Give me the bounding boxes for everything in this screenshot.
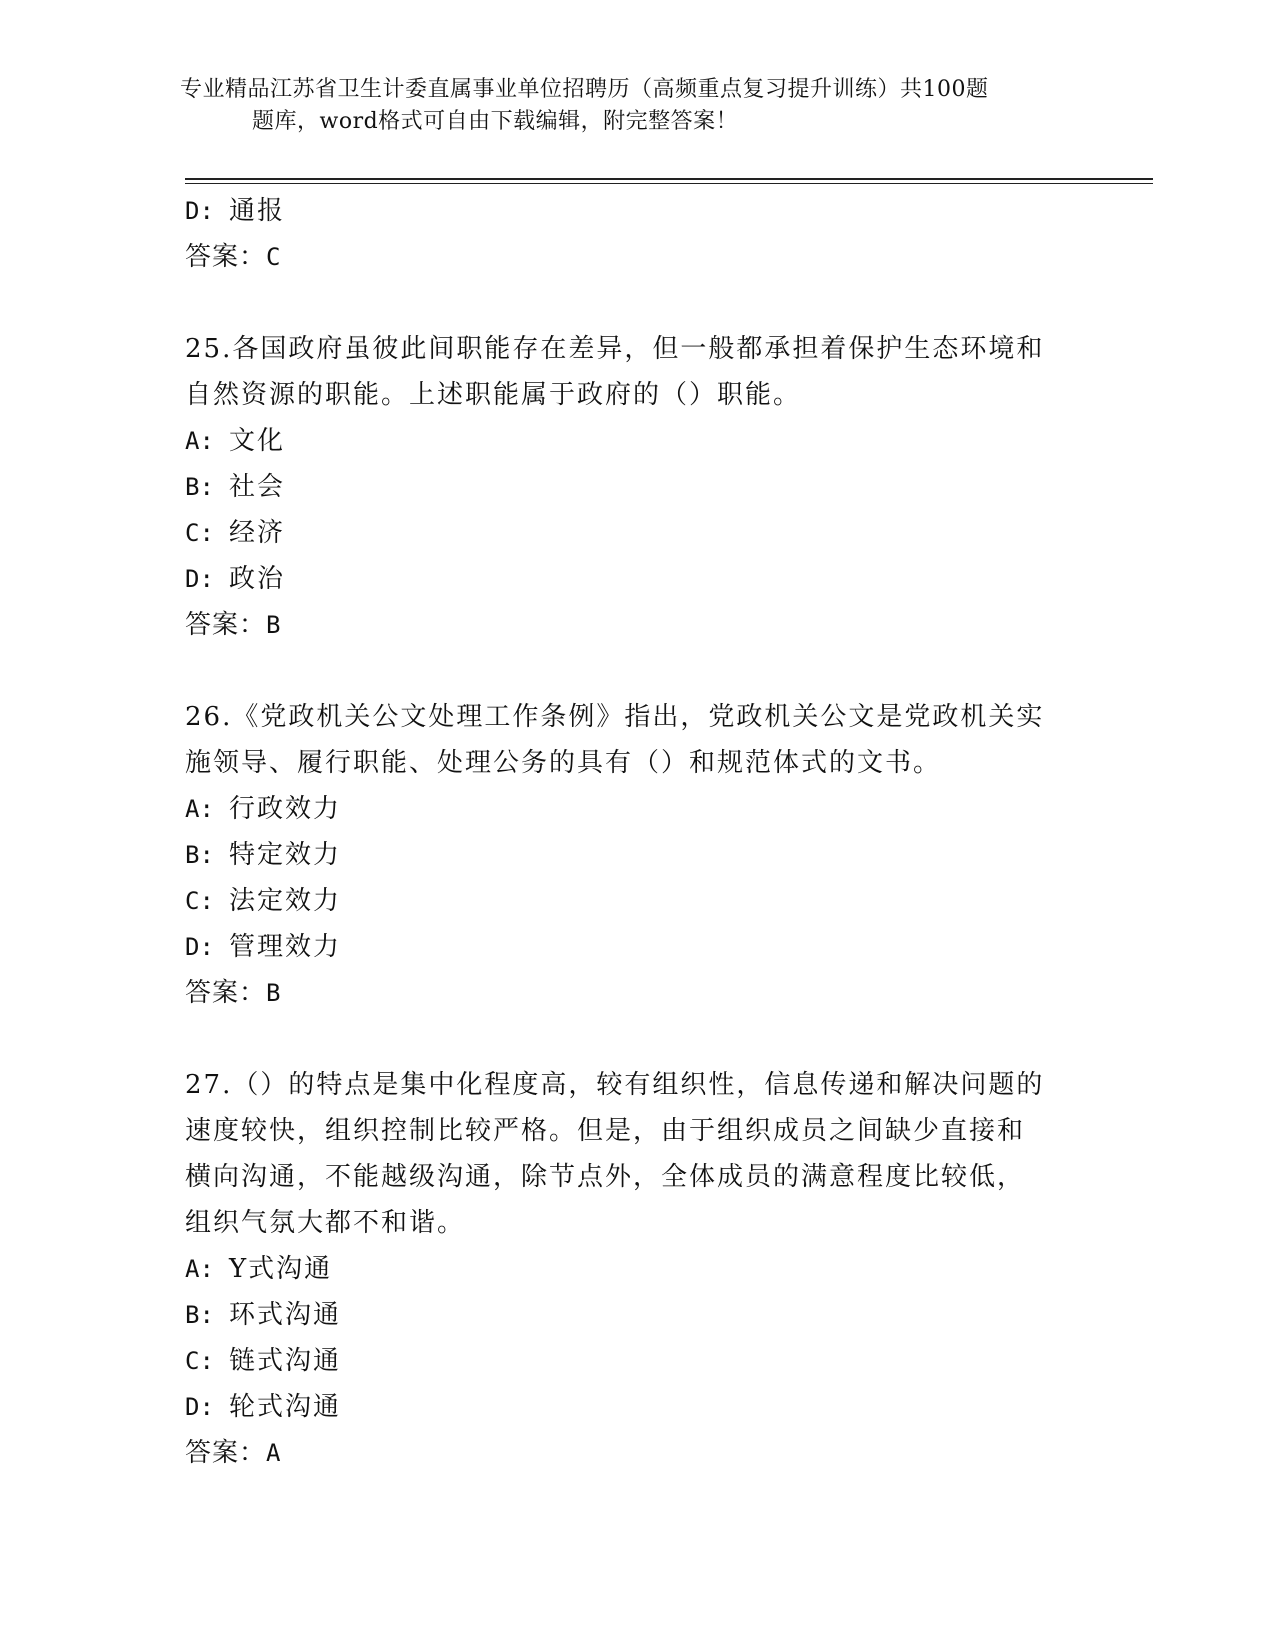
option-b bbox=[185, 464, 1085, 510]
spacer bbox=[185, 280, 1085, 326]
header-rule-thick bbox=[185, 178, 1153, 180]
spacer bbox=[185, 1016, 1085, 1062]
option-label: B: bbox=[185, 473, 214, 501]
answer-line bbox=[185, 234, 1085, 280]
option-b bbox=[185, 832, 1085, 878]
option-label: D: bbox=[185, 197, 214, 225]
option-c bbox=[185, 510, 1085, 556]
option-label: B: bbox=[185, 1301, 214, 1329]
option-text: 环式沟通 bbox=[229, 1300, 342, 1330]
option-text: 行政效力 bbox=[229, 794, 342, 824]
option-label: A: bbox=[185, 427, 214, 455]
option-text: 通报 bbox=[229, 196, 286, 226]
carryover-block bbox=[185, 188, 1085, 280]
option-text: 法定效力 bbox=[229, 886, 342, 916]
option-text: 链式沟通 bbox=[229, 1346, 342, 1376]
spacer bbox=[185, 648, 1085, 694]
option-d bbox=[185, 188, 1085, 234]
option-label: C: bbox=[185, 1347, 214, 1375]
answer-line bbox=[185, 602, 1085, 648]
answer-label: 答案： bbox=[185, 1438, 267, 1468]
option-label: C: bbox=[185, 519, 214, 547]
answer-value: A bbox=[266, 1439, 282, 1467]
option-d bbox=[185, 924, 1085, 970]
answer-line bbox=[185, 970, 1085, 1016]
option-label: C: bbox=[185, 887, 214, 915]
answer-value: B bbox=[266, 611, 282, 639]
answer-value: C bbox=[266, 243, 282, 271]
option-c bbox=[185, 1338, 1085, 1384]
option-label: B: bbox=[185, 841, 214, 869]
question-stem-line: 自然资源的职能。上述职能属于政府的（）职能。 bbox=[185, 380, 802, 410]
option-text: Y式沟通 bbox=[229, 1254, 333, 1284]
header-line-1: 专业精品江苏省卫生计委直属事业单位招聘历（高频重点复习提升训练）共100题 bbox=[180, 77, 989, 102]
option-d bbox=[185, 1384, 1085, 1430]
answer-label: 答案： bbox=[185, 978, 267, 1008]
option-text: 社会 bbox=[229, 472, 286, 502]
answer-line bbox=[185, 1430, 1085, 1476]
option-label: A: bbox=[185, 795, 214, 823]
question-25 bbox=[185, 326, 1085, 648]
question-stem-line: 横向沟通，不能越级沟通，除节点外，全体成员的满意程度比较低， bbox=[185, 1162, 1026, 1192]
option-label: D: bbox=[185, 1393, 214, 1421]
question-27 bbox=[185, 1062, 1085, 1476]
answer-label: 答案： bbox=[185, 242, 267, 272]
option-b bbox=[185, 1292, 1085, 1338]
option-c bbox=[185, 878, 1085, 924]
question-stem-line: 组织气氛大都不和谐。 bbox=[185, 1208, 466, 1238]
option-d bbox=[185, 556, 1085, 602]
answer-label: 答案： bbox=[185, 610, 267, 640]
option-a bbox=[185, 418, 1085, 464]
option-label: A: bbox=[185, 1255, 214, 1283]
header-rule-thin bbox=[185, 183, 1153, 184]
question-content bbox=[185, 188, 1085, 1476]
question-stem-line: 速度较快，组织控制比较严格。但是，由于组织成员之间缺少直接和 bbox=[185, 1116, 1026, 1146]
option-a bbox=[185, 1246, 1085, 1292]
question-stem-line: 25.各国政府虽彼此间职能存在差异，但一般都承担着保护生态环境和 bbox=[185, 334, 1045, 364]
option-text: 政治 bbox=[229, 564, 286, 594]
option-text: 特定效力 bbox=[229, 840, 342, 870]
header-line-2: 题库，word格式可自由下载编辑，附完整答案！ bbox=[252, 109, 739, 134]
option-label: D: bbox=[185, 933, 214, 961]
question-26 bbox=[185, 694, 1085, 1016]
question-stem-line: 27.（）的特点是集中化程度高，较有组织性，信息传递和解决问题的 bbox=[185, 1070, 1045, 1100]
page-header bbox=[180, 74, 1080, 138]
option-label: D: bbox=[185, 565, 214, 593]
option-text: 轮式沟通 bbox=[229, 1392, 342, 1422]
option-text: 管理效力 bbox=[229, 932, 342, 962]
option-a bbox=[185, 786, 1085, 832]
question-stem-line: 26.《党政机关公文处理工作条例》指出，党政机关公文是党政机关实 bbox=[185, 702, 1045, 732]
question-stem-line: 施领导、履行职能、处理公务的具有（）和规范体式的文书。 bbox=[185, 748, 942, 778]
option-text: 经济 bbox=[229, 518, 286, 548]
option-text: 文化 bbox=[229, 426, 286, 456]
answer-value: B bbox=[266, 979, 282, 1007]
